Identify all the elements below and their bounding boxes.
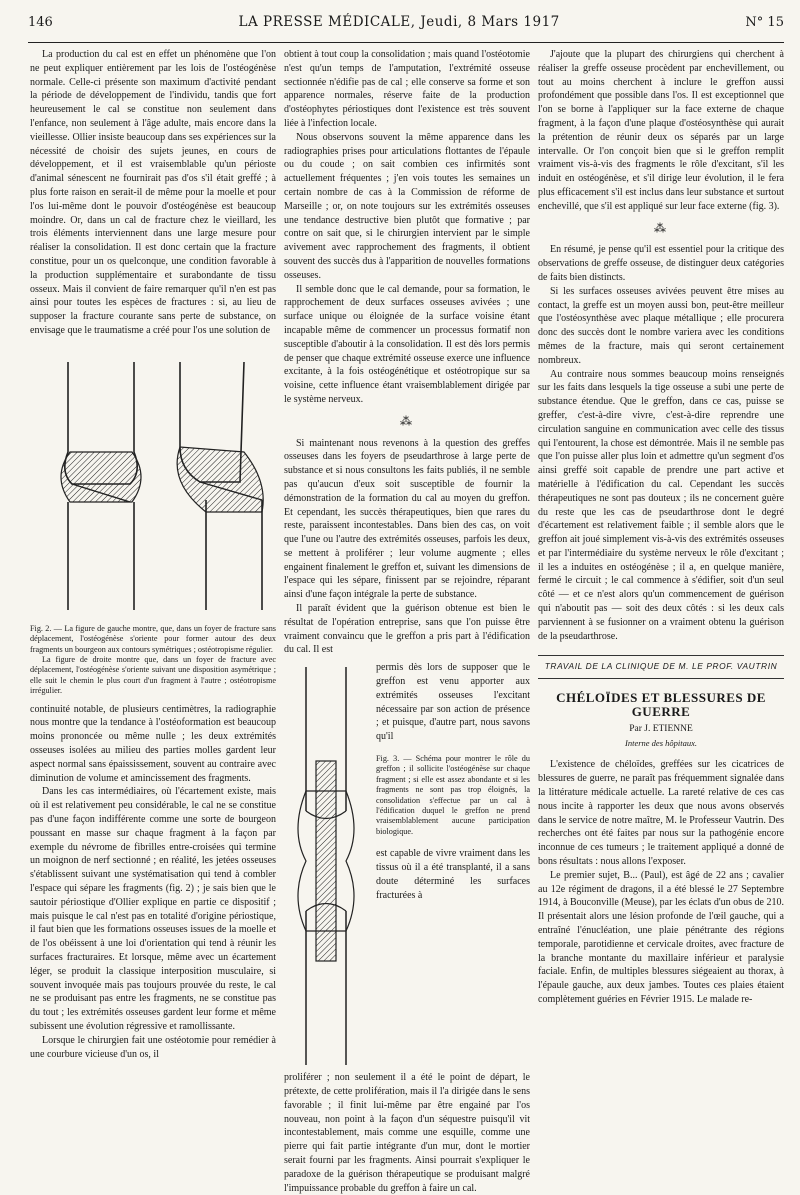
paragraph: Il semble donc que le cal demande, pour sa formation, le rapprochement de deux surfaces osseuses avivées ; une surface unique ou éloignée de la surface voisine étant incapable même de commencer un processus formatif non susceptible d'aboutir à la consolidation. Il est dès lors permis de penser que chaque extrémité osseuse exerce une influence excitante, à la fois ostéogénétique et ostéotropique sur sa voisine, cette influence étant vraisemblablement dirigée par le système nerveux. xyxy=(284,283,530,405)
section-heading-rule: TRAVAIL DE LA CLINIQUE DE M. LE PROF. VAUTRIN xyxy=(538,655,784,679)
paragraph: proliférer ; non seulement il a été le point de départ, le prétexte, de cette prolifération, mais il l'a dirigée dans le sens favorable ; il finit lui-même par être engainé par l'os nouveau, non point à la façon d'un séquestre puisqu'il vit incontestablement, mais comme une esquille, comme une pierre qui fait partie intégrante d'un mur, dont le mortier serait fourni par les fragments. Ainsi pourrait s'expliquer le paradoxe de la guérison thérapeutique se produisant malgré l'impuissance probable du greffon à faire un cal. xyxy=(284,1072,530,1194)
author-affiliation: Interne des hôpitaux. xyxy=(625,737,697,748)
figure-2 xyxy=(30,352,276,620)
paragraph: L'existence de chéloïdes, greffées sur les cicatrices de blessures de guerre, ne paraît pas fréquemment signalée dans la littérature médicale actuelle. La rareté relative de ces cas nous incite à rapporter les deux que nous avons observés dans le service de notre maître, M. le Professeur Vautrin. Des recherches ont été faites par nous sur la pathogénie encore inconnue de ces tumeurs ; le traitement appliqué a donné de bons résultats : nous allons l'exposer. xyxy=(538,759,784,868)
paragraph: Au contraire nous sommes beaucoup moins renseignés sur les faits dans lesquels la tige osseuse a subi une perte de substance étendue. Que le greffon, dans ce cas, puisse se greffer, c'est-à-dire vivre, c'est-à-dire reprendre une circulation sanguine en communication avec celle des tissus qui l'entourent, la chose est démontrée. Mais il ne semble pas que l'on puisse aller plus loin et admettre qu'un segment d'os ainsi greffé soit capable de prendre une part active et matérielle à l'édification du cal. Cependant les succès thérapeutiques ne sont pas douteux ; ils ne concernent guère du reste que les cas de pseudarthrose dont le degré d'écartement est relativement faible ; il semble alors que le greffon ait joué simplement vis-à-vis des extrémités osseuses et par l'intermédiaire du système nerveux le rôle d'excitant ; il les a induites en ostéogénèse ; il a, en quelque manière, fermé le circuit ; le cal commence à s'édifier, soit d'un seul côté — et ce n'est alors qu'un commencement de guérison qui n'aboutit pas — soit des deux côtés : si les deux cals parviennent à se fusionner on a vraiment obtenu la guérison de la pseudarthrose. xyxy=(538,368,784,642)
paragraph: obtient à tout coup la consolidation ; mais quand l'ostéotomie n'est qu'un temps de l'amputation, l'extrémité osseuse sectionnée n'édifie pas de cal ; elle conserve sa forme et son apparence normales, réserve faite de la production d'ostéophytes périostiques dont l'existence est très souvent liée à l'infection locale. xyxy=(284,49,530,129)
figure-2-caption: Fig. 2. — La figure de gauche montre, que, dans un foyer de fracture sans déplacement, l'ostéogénèse s'oriente pour former autour des deux fragments un bourgeon aux contours symétriques ; ostéotropisme régulier. La figure de droite montre que, dans un foyer de fracture avec déplacement, l'ostéogénèse s'oriente suivant une disposition asymétrique ; elle suit le chemin le plus court d'un fragment à l'autre ; ostéotropisme irrégulier. xyxy=(30,623,276,696)
column-2 xyxy=(284,48,530,1194)
bone-right-schema xyxy=(177,362,263,610)
section-separator: ⁂ xyxy=(654,220,668,235)
paragraph: J'ajoute que la plupart des chirurgiens qui cherchent à réaliser la greffe osseuse procèdent par enchevillement, ou tout au moins cherchent à inclure le greffon aussi profondément que possible dans l'os. Il est exceptionnel que l'on se borne à l'appliquer sur la face externe de chaque fragment, à la façon d'une plaque d'ostéosynthèse qui aurait la prétention de réunir deux os séparés par un large intervalle. Or l'on conçoit bien que si le greffon remplit vraiment vis-à-vis des fragments le rôle d'excitant, s'il les induit en ostéogénèse, et s'il dirige leur évolution, il le fera plus efficacement s'il est inclus dans leur substance et surtout enchevillé, que s'il est appliqué sur leur face externe (fig. 3). xyxy=(538,49,784,212)
paragraph: Nous observons souvent la même apparence dans les radiographies prises pour articulations flottantes de l'épaule ou du coude ; on sait combien ces infirmités sont actuellement fréquentes ; j'en vois toutes les semaines un certain nombre de cas à la Commission de réforme de Marseille ; or, on note toujours sur les extrémités osseuses une tendance destructive bien plutôt que formative ; par contre on sait que, si le chirurgien intervient par le simple avivement avec rapprochement des fragments, il obtient souvent des succès dus à l'apparition de nouvelles formations osseuses. xyxy=(284,131,530,281)
column-3 xyxy=(538,48,784,1078)
paragraph: Il paraît évident que la guérison obtenue est bien le résultat de l'opération entreprise, sans que l'on puisse être vraiment convaincu que le greffon a pris part à l'édification du cal. Il est xyxy=(284,603,530,656)
bone-left-schema xyxy=(61,362,141,610)
fracture-schema-illustration xyxy=(30,352,276,620)
running-header xyxy=(28,14,784,43)
author-byline: Par J. ETIENNE xyxy=(629,723,693,734)
paragraph: Si maintenant nous revenons à la question des greffes osseuses dans les foyers de pseudarthrose à large perte de substance et si nous consultons les faits publiés, il ne semble pas qu'aucun d'eux soit susceptible de fournir la démonstration de la formation du cal au moyen du greffon. Et cependant, les succès thérapeutiques, bien que rares du reste, paraissent incontestables. Dans bien des cas, on voit que l'une ou l'autre des extrémités osseuses, parfois les deux, se mettent à proliférer ; leur volume augmente ; elles engainent finalement le greffon et, suivant les dimensions de l'espace qui les sépare, finissent par se rejoindre, réparant ainsi d'une façon intégrale la perte de substance. xyxy=(284,437,530,601)
figure-3-block xyxy=(284,661,530,1071)
paragraph: En résumé, je pense qu'il est essentiel pour la critique des observations de greffe osseuse, de distinguer deux catégories de faits bien distincts. xyxy=(538,244,784,283)
figure-3 xyxy=(284,661,368,1071)
paragraph: Lorsque le chirurgien fait une ostéotomie pour remédier à une courbure vicieuse d'un os, il xyxy=(30,1034,276,1060)
paragraph: La production du cal est en effet un phénomène que l'on ne peut expliquer entièrement par les lois de l'ostéogénèse normale. Celle-ci présente son maximum d'activité pendant la période de développement de l'individu, tandis que fort heureusement le cal se constitue non seulement dans l'enfance, non seulement à l'âge adulte, mais encore dans la vieillesse. Ollier insiste beaucoup dans ses expériences sur la nécessité de choisir des sujets jeunes, en cours de développement, et il est vraisemblable qu'un périoste d'animal sénescent ne fournirait pas d'os s'il était greffé ; à plus forte raison en serait-il de même pour la moelle et pour l'os lui-même dont le pouvoir d'ostéogénèse est beaucoup moindre. Or, dans un cal de fracture chez le vieillard, les trois éléments interviennent dans une large mesure pour réaliser la consolidation. Il est donc certain que la fracture constitue, pour un os quelconque, une condition favorable à la production supplémentaire et surabondante de tissu osseux. Mais il convient de faire remarquer qu'il n'en est pas ainsi pour toutes les espèces de fractures : si, au lieu de supposer la fracture courante sans perte de substance, on envisage que le traumatisme a créé pour l'os une solution de xyxy=(30,49,276,336)
section-separator: ⁂ xyxy=(400,413,414,428)
paragraph: Dans les cas intermédiaires, où l'écartement existe, mais où il est relativement peu considérable, le cal ne se constitue pas d'une façon indifférente comme une sorte de bourgeon poussant en masse sur chaque fragment à la façon par exemple du névrome de fibrilles entre-croisées qui termine un moignon de nerf sectionné ; en réalité, les jetées osseuses s'établissent suivant une systématisation qui tend à combler l'espace qui sépare les fragments (fig. 2) ; je sais bien que le sautoir périostique d'Ollier explique en partie ce dispositif ; mais puisque le cal n'est pas en totalité d'origine périostique, il faut bien que les formations osseuses issues de la moelle et de l'os obéissent à une loi d'orientation qui tend à réunir les surfaces fracturaires. Et lorsque, même avec un écartement léger, se produit la classique interposition musculaire, si souvent invoquée mais pas toujours prouvée du reste, le cal ne se produisant pas entre les fragments, ne se constitue pas du tout ; les extrémités osseuses gardent leur forme et même subissent une évolution régressive et ramollissante. xyxy=(30,786,276,1032)
graft-schema-illustration xyxy=(284,661,368,1071)
article-title: CHÉLOÏDES ET BLESSURES DE GUERRE xyxy=(556,690,766,720)
figure-3-caption: Fig. 3. — Schéma pour montrer le rôle du greffon ; il sollicite l'ostéogénèse sur chaque fragment ; si elle est assez abondante et si les fragments ne sont pas trop éloignés, la consolidation s'effectue par un cal à l'édification duquel le greffon ne prend vraisemblablement aucune participation biologique. xyxy=(376,754,530,836)
journal-title: LA PRESSE MÉDICALE, Jeudi, 8 Mars 1917 xyxy=(238,14,560,30)
paragraph: Le premier sujet, B... (Paul), est âgé de 22 ans ; cavalier au 12e régiment de dragons, il a été blessé le 27 Septembre 1914, à Bouconville (Meuse), par les éclats d'un obus de 210. Il présentait alors une lésion profonde de l'œil gauche, qui a entraîné l'énucléation, une plaie pénétrante des régions temporale, parotidienne et cervicale droites, avec fracture de la branche montante du maxillaire inférieur et paralysie faciale. Enfin, de multiples blessures siégeaient au thorax, à l'épaule gauche, aux deux jambes. Toutes ces plaies étaient complètement guéries en Février 1915. Le malade re- xyxy=(538,869,784,1005)
paragraph: Si les surfaces osseuses avivées peuvent être mises au contact, la greffe est un moyen aussi bon, peut-être meilleur que l'ostéosynthèse avec plaque métallique ; elle procurera donc des succès dont le nombre variera avec les conditions mêmes de la fracture, mais qui seront certainement nombreux. xyxy=(538,285,784,366)
paragraph: est capable de vivre vraiment dans les tissus où il a été transplanté, il a sans doute déterminé les surfaces fracturées à xyxy=(376,848,530,901)
paragraph: continuité notable, de plusieurs centimètres, la radiographie nous montre que la tendance à l'ostéoformation est beaucoup moins prononcée ou même nulle ; les deux extrémités osseuses isolées au milieu des parties molles gardent leur aspect normal sans épaississement, souvent au contraire avec diminution de volume et amincissement des fragments. xyxy=(30,703,276,784)
figure-3-side-text xyxy=(376,661,530,1071)
page-number: 146 xyxy=(28,15,53,30)
paragraph: permis dès lors de supposer que le greffon est venu apporter aux extrémités osseuses l'excitant nécessaire par son action de présence ; et puisque, d'autre part, nous savons qu'il xyxy=(376,662,530,743)
column-1 xyxy=(30,48,276,1078)
issue-number: N° 15 xyxy=(745,15,784,30)
